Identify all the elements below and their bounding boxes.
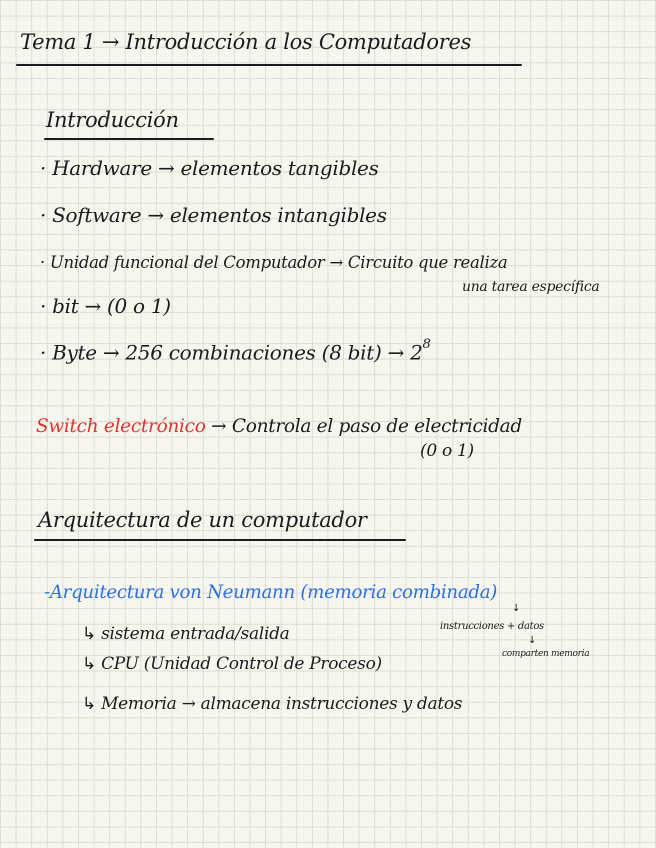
bullet-marker: ·	[40, 253, 45, 272]
bullet-marker: ·	[40, 203, 47, 227]
bullet-marker: ·	[40, 340, 47, 365]
bullet-item-bit	[40, 296, 171, 316]
bullet-continuation: una tarea específica	[462, 279, 600, 295]
von-neumann-line: -Arquitectura von Neumann (memoria combinada)	[44, 582, 498, 603]
switch-label: Switch electrónico	[36, 416, 206, 437]
component-item-cpu	[82, 656, 382, 673]
switch-line	[36, 418, 522, 437]
component-item-memoria	[82, 696, 462, 713]
bullet-text: bit → (0 o 1)	[52, 294, 171, 318]
annotation-line-1: instrucciones + datos	[440, 621, 544, 632]
bullet-item-byte	[40, 337, 431, 365]
arrow-icon: ↳	[82, 654, 96, 674]
bullet-marker: ·	[40, 294, 47, 318]
bullet-superscript: 8	[422, 337, 431, 352]
section-heading-arquitectura: Arquitectura de un computador	[38, 508, 367, 532]
bullet-item-software	[40, 205, 387, 225]
annotation-line-2: comparten memoria	[502, 649, 590, 659]
arquitectura-underline	[34, 539, 406, 541]
component-text: sistema entrada/salida	[101, 624, 290, 644]
component-text: Memoria → almacena instrucciones y datos	[101, 694, 463, 714]
component-item-es	[82, 626, 290, 643]
page-title: Tema 1 → Introducción a los Computadores	[20, 30, 472, 54]
bullet-text: Software → elementos intangibles	[52, 203, 387, 227]
bullet-text: Unidad funcional del Computador → Circuito que realiza	[49, 253, 508, 272]
intro-underline	[44, 138, 214, 140]
bullet-item-unidad-funcional	[40, 255, 507, 272]
bullet-text: Hardware → elementos tangibles	[52, 156, 379, 180]
annotation-arrow-2: ↓	[528, 635, 537, 646]
arrow-icon: ↳	[82, 624, 96, 644]
component-text: CPU (Unidad Control de Proceso)	[101, 654, 382, 674]
title-underline	[16, 64, 522, 66]
bullet-text: Byte → 256 combinaciones (8 bit) → 2	[52, 340, 423, 365]
switch-text: → Controla el paso de electricidad	[211, 416, 522, 437]
bullet-item-hardware	[40, 158, 379, 178]
section-heading-intro: Introducción	[46, 108, 179, 132]
bullet-marker: ·	[40, 156, 47, 180]
switch-sub: (0 o 1)	[420, 441, 474, 461]
arrow-icon: ↳	[82, 694, 96, 714]
annotation-arrow-1: ↓	[512, 603, 521, 614]
